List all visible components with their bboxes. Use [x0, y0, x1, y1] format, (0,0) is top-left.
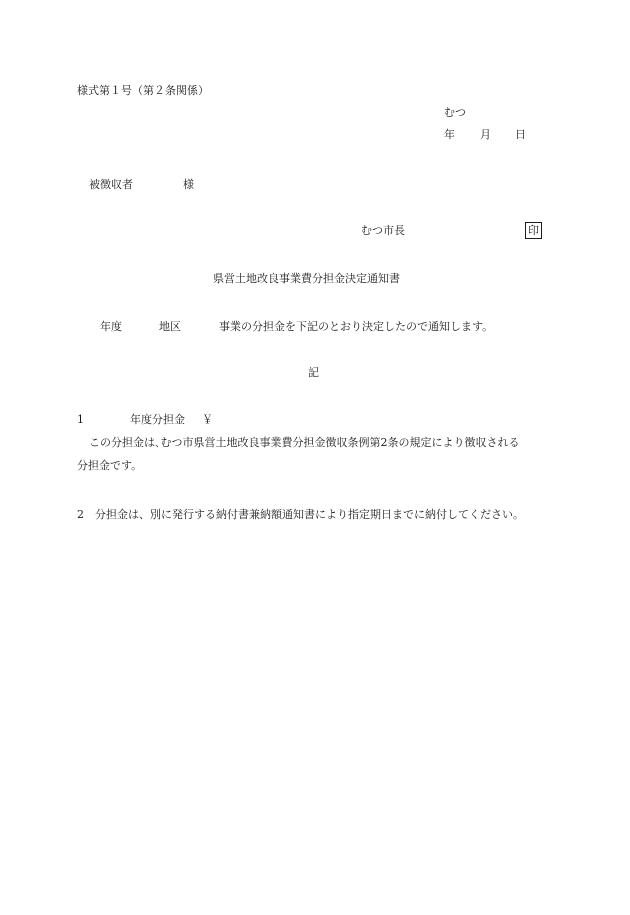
document-title: 県営土地改良事業費分担金決定通知書: [213, 272, 400, 285]
item-2-number: 2: [77, 508, 84, 521]
form-number: 様式第１号（第２条関係）: [77, 84, 209, 97]
date-year: 年: [444, 128, 455, 141]
issuer-name: むつ市長: [361, 224, 405, 237]
date-day: 日: [515, 128, 526, 141]
item-1-note-line1: この分担金は､むつ市県営土地改良事業費分担金徴収条例第2条の規定により徴収される: [89, 436, 520, 449]
item-1-number: 1: [77, 413, 84, 426]
header-muttsu: むつ: [444, 106, 466, 119]
date-month: 月: [480, 128, 491, 141]
seal-mark: 印: [525, 222, 542, 239]
addressee-label: 被徴収者: [89, 178, 133, 191]
intro-year: 年度: [100, 320, 122, 333]
item-1-currency: ￥: [202, 413, 213, 426]
intro-text: 事業の分担金を下記のとおり決定したので通知します。: [219, 320, 494, 333]
item-2-text: 分担金は、別に発行する納付書兼納額通知書により指定期日までに納付してください。: [95, 508, 524, 521]
intro-district: 地区: [159, 320, 181, 333]
ki-heading: 記: [308, 366, 319, 379]
addressee-honorific: 様: [183, 178, 194, 191]
item-1-note-line2: 分担金です。: [77, 459, 143, 472]
item-1-label: 年度分担金: [130, 413, 185, 426]
